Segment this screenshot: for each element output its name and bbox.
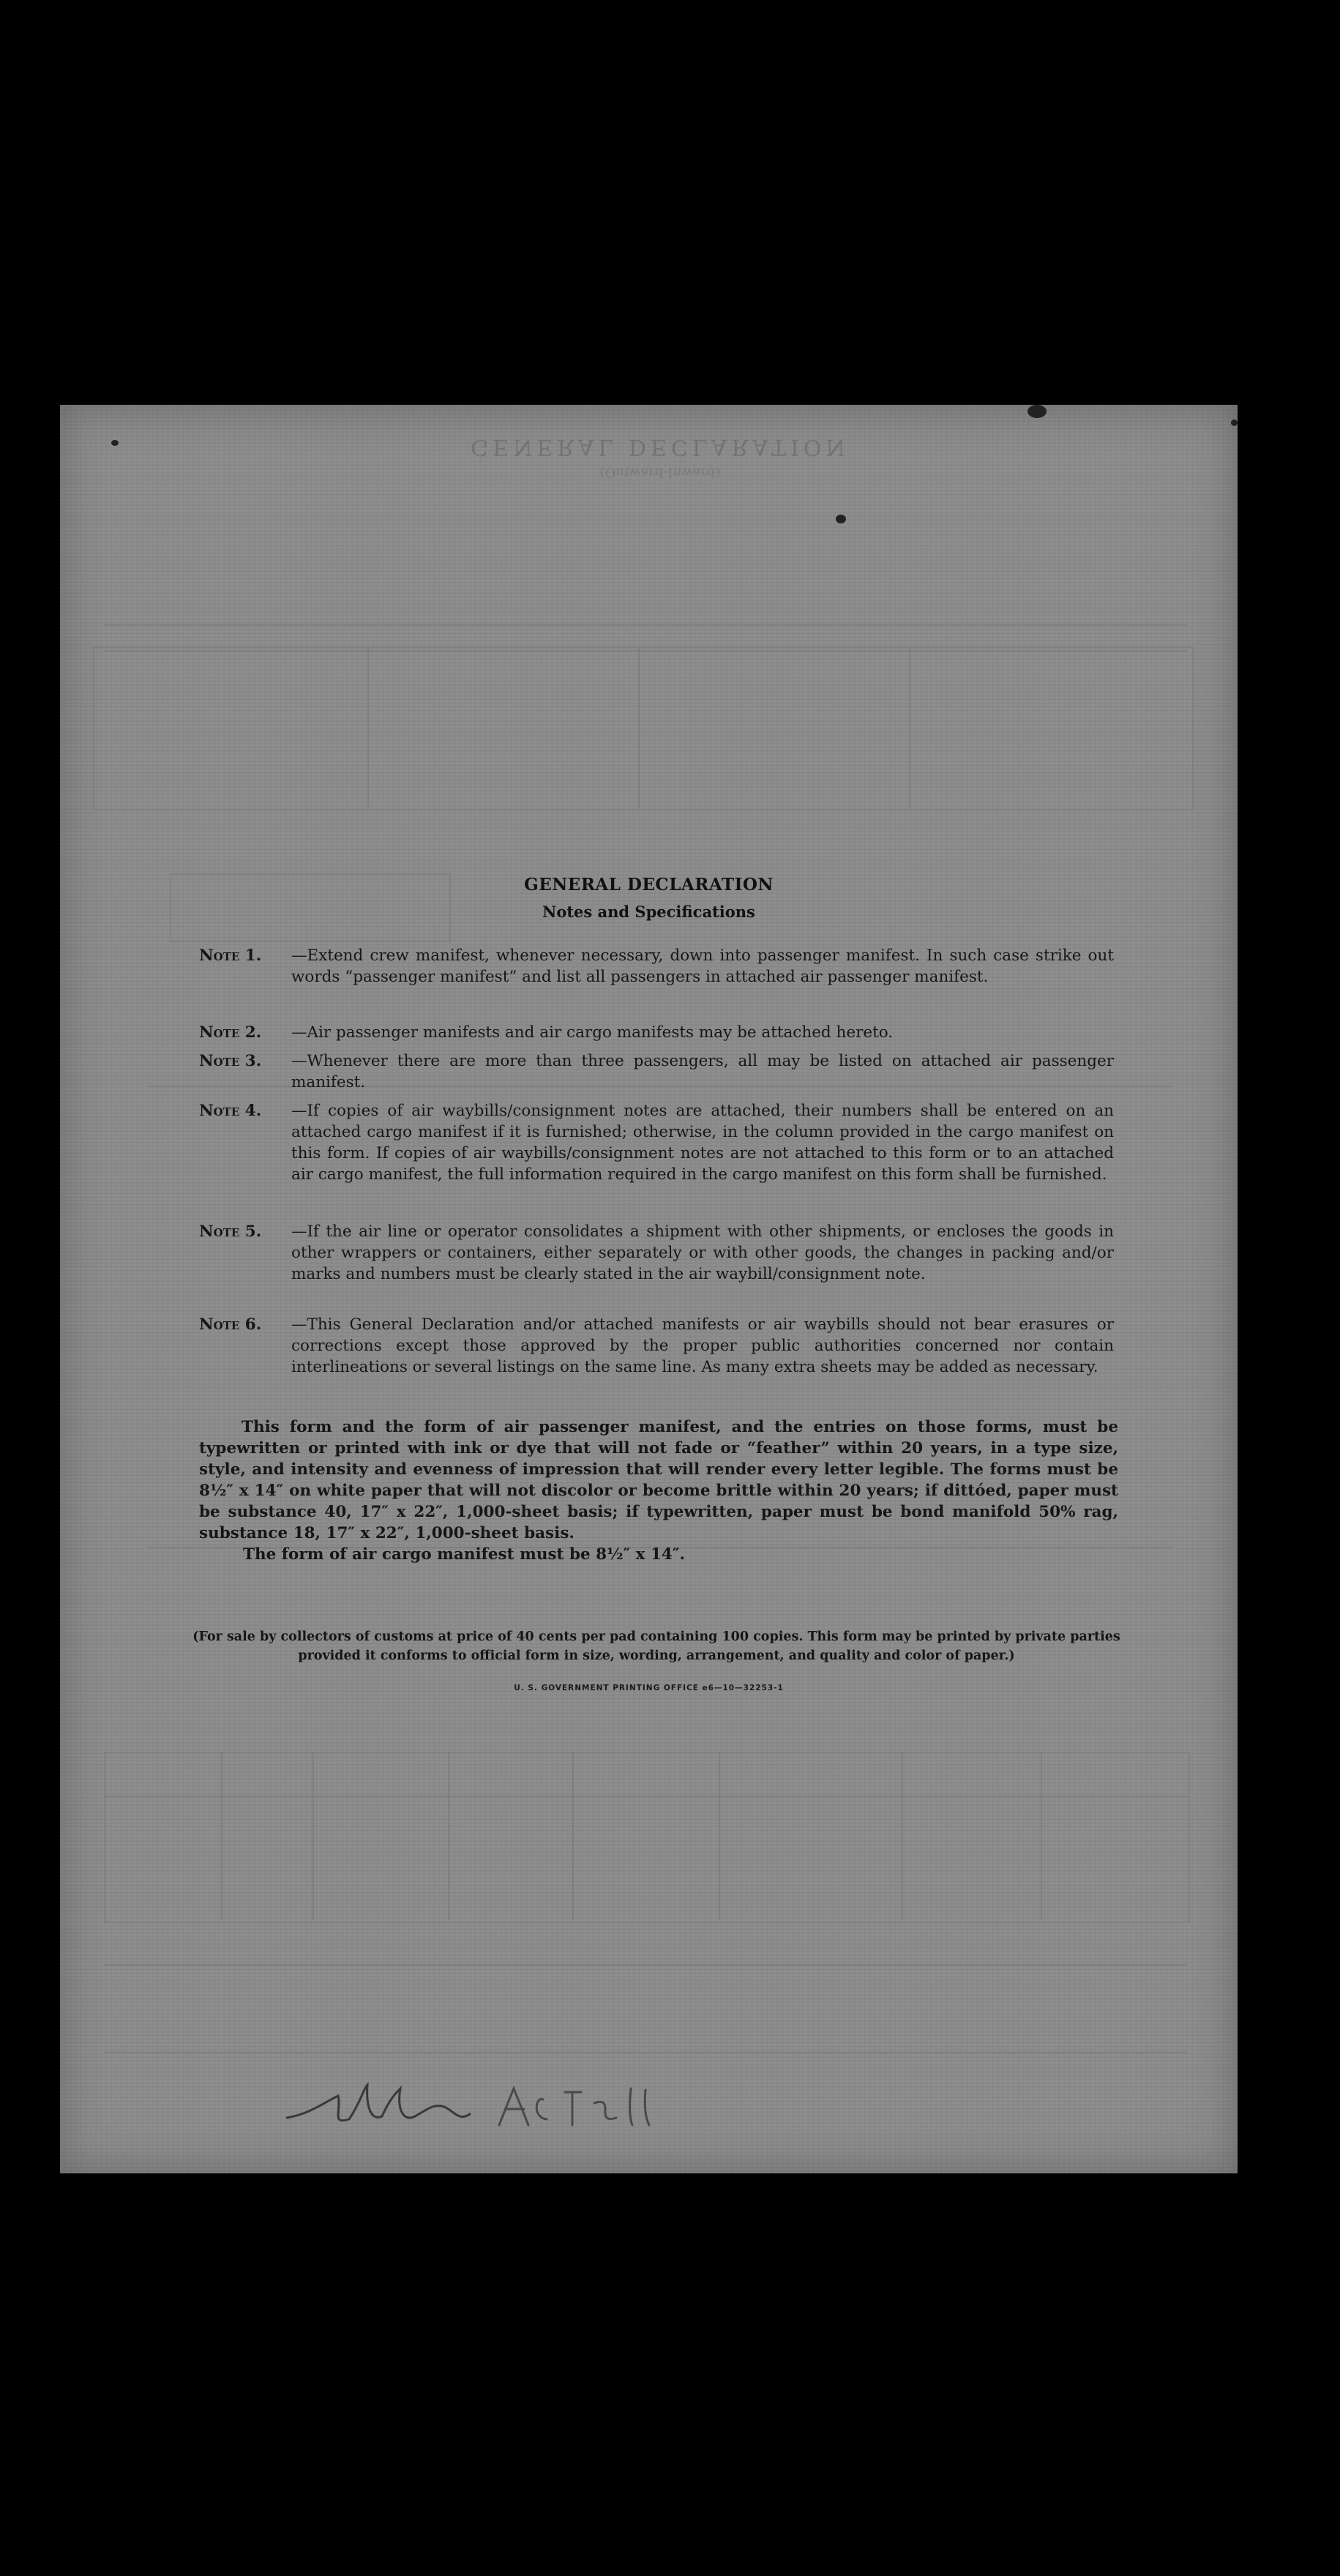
note-text: —Extend crew manifest, whenever necessary, down into passenger manifest. In such case strike out words “passenger manifest” and list all passengers in attached air passenger manifest.: [291, 947, 1114, 986]
note-3: [199, 1050, 1114, 1093]
ghost-form-title: GENERAL DECLARATION: [471, 434, 850, 460]
note-6: [199, 1314, 1114, 1378]
note-label: Note 3.: [199, 1052, 262, 1070]
form-specification-paragraph: [199, 1416, 1118, 1565]
note-text: —This General Declaration and/or attached manifests or air waybills should not bear erasures or corrections except those approved by the proper public authorities concerned nor contain interlineations or several listings on the same line. As many extra sheets may be added as necessary.: [291, 1315, 1114, 1376]
signature-image: [280, 2074, 689, 2140]
note-4: [199, 1100, 1114, 1185]
note-label: Note 1.: [199, 947, 262, 965]
note-label: Note 2.: [199, 1023, 262, 1042]
specification-text: This form and the form of air passenger manifest, and the entries on those forms, must be typewritten or printed with ink or dye that will not fade or “feather” within 20 years, in a type size, style, and intensity and evenness of impression that will render every letter legible. The forms must be 8½″ x 14″ on white paper that will not discolor or become brittle within 20 years; if dittóed, paper must be substance 40, 17″ x 22″, 1,000-sheet basis; if typewritten, paper must be bond manifold 50% rag, substance 18, 17″ x 22″, 1,000-sheet basis.: [199, 1418, 1118, 1542]
note-2: [199, 1022, 1114, 1043]
note-label: Note 6.: [199, 1315, 262, 1334]
note-text: —Whenever there are more than three passengers, all may be listed on attached air passenger manifest.: [291, 1052, 1114, 1091]
cargo-manifest-size-text: The form of air cargo manifest must be 8½″ x 14″.: [243, 1545, 685, 1564]
sale-notice: (For sale by collectors of customs at price of 40 cents per pad containing 100 copies. This form may be printed by private parties provided it conforms to official form in size, wording, arrangement, and quality and color of paper.): [192, 1629, 1120, 1663]
printer-line: U. S. GOVERNMENT PRINTING OFFICE e6—10—32253-1: [514, 1684, 784, 1692]
ghost-form-subtitle: (Outward-Inward): [599, 465, 721, 480]
document-sheet: [60, 405, 1238, 2173]
document-title: GENERAL DECLARATION: [524, 875, 774, 895]
note-text: —If copies of air waybills/consignment notes are attached, their numbers shall be entered on an attached cargo manifest if it is furnished; otherwise, in the column provided in the cargo manifest on this form. If copies of air waybills/consignment notes are not attached to this form or to an attached air cargo manifest, the full information required in the cargo manifest on this form shall be furnished.: [291, 1102, 1114, 1184]
document-subtitle: Notes and Specifications: [542, 903, 755, 921]
note-label: Note 5.: [199, 1222, 262, 1241]
note-text: —If the air line or operator consolidates a shipment with other shipments, or encloses the goods in other wrappers or containers, either separately or with other goods, the changes in packing and/or marks and numbers must be clearly stated in the air waybill/consignment note.: [291, 1222, 1114, 1283]
note-5: [199, 1221, 1114, 1285]
note-1: [199, 945, 1114, 988]
notes-and-specifications: [60, 405, 1238, 2173]
note-text: —Air passenger manifests and air cargo manifests may be attached hereto.: [291, 1023, 894, 1042]
note-label: Note 4.: [199, 1102, 262, 1120]
